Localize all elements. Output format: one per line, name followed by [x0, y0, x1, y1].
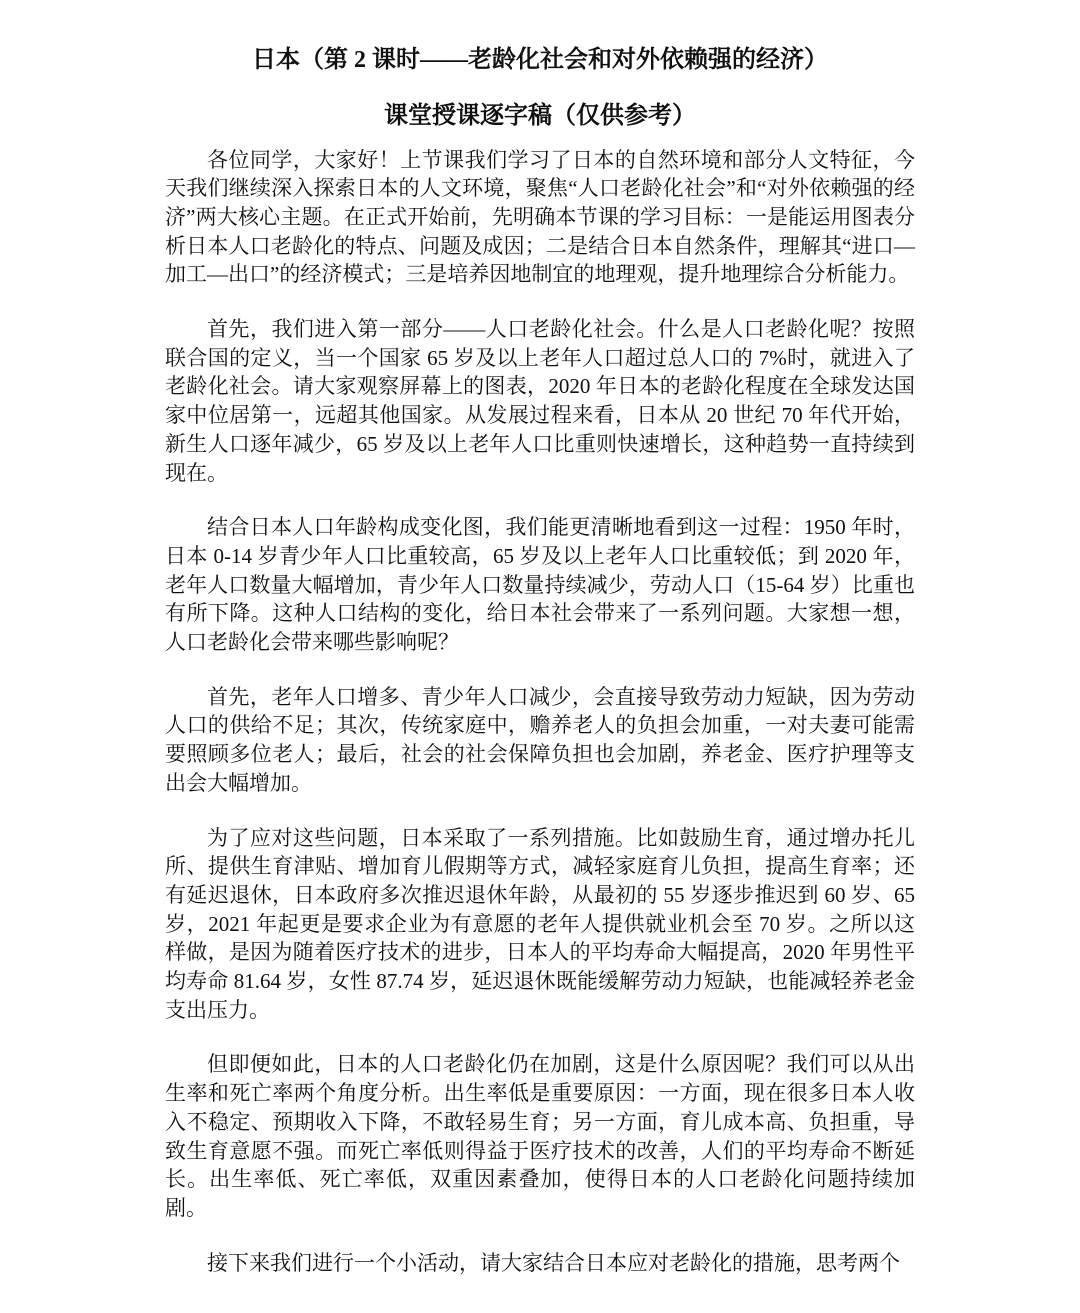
- paragraph-aging-definition: 首先，我们进入第一部分——人口老龄化社会。什么是人口老龄化呢？按照联合国的定义，当一个国家 65 岁及以上老年人口超过总人口的 7%时，就进入了老龄化社会。请大家观察屏幕上的图表，2020 年日本的老龄化程度在全球发达国家中位居第一，远超其他国家。从发展过程来看，日本从 20 世纪 70 年代开始，新生人口逐年减少，65 岁及以上老年人口比重则快速增长，这种趋势一直持续到现在。: [165, 317, 915, 485]
- paragraph-aging-causes: 但即便如此，日本的人口老龄化仍在加剧，这是什么原因呢？我们可以从出生率和死亡率两个角度分析。出生率低是重要原因：一方面，现在很多日本人收入不稳定、预期收入下降，不敢轻易生育；另一方面，育儿成本高、负担重，导致生育意愿不强。而死亡率低则得益于医疗技术的改善，人们的平均寿命不断延长。出生率低、死亡率低，双重因素叠加，使得日本的人口老龄化问题持续加剧。: [165, 1052, 915, 1220]
- paragraph-opening: 各位同学，大家好！上节课我们学习了日本的自然环境和部分人文特征，今天我们继续深入探索日本的人文环境，聚焦“人口老龄化社会”和“对外依赖强的经济”两大核心主题。在正式开始前，先明确本节课的学习目标：一是能运用图表分析日本人口老龄化的特点、问题及成因；二是结合日本自然条件，理解其“进口—加工—出口”的经济模式；三是培养因地制宜的地理观，提升地理综合分析能力。: [165, 147, 915, 287]
- document-subtitle: 课堂授课逐字稿（仅供参考）: [384, 103, 696, 129]
- paragraph-activity-intro: 接下来我们进行一个小活动，请大家结合日本应对老龄化的措施，思考两个: [207, 1250, 900, 1275]
- document-body: [165, 146, 915, 1278]
- paragraph-countermeasures: 为了应对这些问题，日本采取了一系列措施。比如鼓励生育，通过增办托儿所、提供生育津贴、增加育儿假期等方式，减轻家庭育儿负担，提高生育率；还有延迟退休，日本政府多次推迟退休年龄，从最初的 55 岁逐步推迟到 60 岁、65 岁，2021 年起更是要求企业为有意愿的老年人提供就业机会至 70 岁。之所以这样做，是因为随着医疗技术的进步，日本人的平均寿命大幅提高，2020 年男性平均寿命 81.64 岁，女性 87.74 岁，延迟退休既能缓解劳动力短缺，也能减轻养老金支出压力。: [165, 825, 915, 1022]
- paragraph-age-structure: 结合日本人口年龄构成变化图，我们能更清晰地看到这一过程：1950 年时，日本 0-14 岁青少年人口比重较高，65 岁及以上老年人口比重较低；到 2020 年，老年人口数量大幅增加，青少年人口数量持续减少，劳动人口（15-64 岁）比重也有所下降。这种人口结构的变化，给日本社会带来了一系列问题。大家想一想，人口老龄化会带来哪些影响呢？: [165, 515, 915, 655]
- paragraph-aging-impacts: 首先，老年人口增多、青少年人口减少，会直接导致劳动力短缺，因为劳动人口的供给不足；其次，传统家庭中，赡养老人的负担会加重，一对夫妻可能需要照顾多位老人；最后，社会的社会保障负担也会加剧，养老金、医疗护理等支出会大幅增加。: [165, 684, 915, 795]
- document-page: [165, 44, 915, 1277]
- document-title: 日本（第 2 课时——老龄化社会和对外依赖强的经济）: [252, 47, 828, 73]
